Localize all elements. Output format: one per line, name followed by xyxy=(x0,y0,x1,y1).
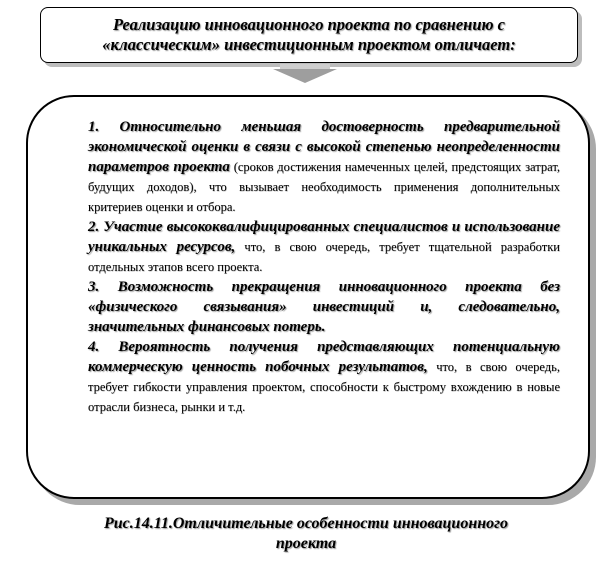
feature-item-3 xyxy=(88,277,560,337)
feature-item-2 xyxy=(88,217,560,277)
feature-item-2-tail: что, в свою очередь, требует тщательной разработки отдельных этапов всего проекта. xyxy=(88,240,560,274)
feature-item-1-lead: 1. Относительно меньшая достоверность предварительной экономической оценки в связи с высокой степенью неопределенности параметров проекта xyxy=(88,119,560,175)
caption-line-1: Рис.14.11.Отличительные особенности инновационного xyxy=(103,515,508,532)
features-list xyxy=(88,117,560,417)
feature-item-4-tail: что, в свою очередь, требует гибкости управления проектом, способности к быстрому вхождению в новые отрасли бизнеса, рынки и т.д. xyxy=(88,360,560,414)
header-line-1: Реализацию инновационного проекта по сравнению с xyxy=(112,15,505,34)
feature-item-1 xyxy=(88,117,560,217)
down-arrow-icon xyxy=(273,69,337,83)
feature-item-1-tail: (сроков достижения намеченных целей, предстоящих затрат, будущих доходов), что вызывает необходимость применения дополнительных критериев оценки и отбора. xyxy=(88,160,560,214)
caption-line-2: проекта xyxy=(275,535,337,552)
feature-item-4-lead: 4. Вероятность получения представляющих потенциальную коммерческую ценность побочных результатов, xyxy=(88,339,560,375)
feature-item-3-lead: 3. Возможность прекращения инновационного проекта без «физического связывания» инвестиций и, следовательно, значительных финансовых потерь. xyxy=(88,279,560,335)
header-line-2: «классическим» инвестиционным проектом отличает: xyxy=(102,35,516,54)
header-box xyxy=(40,7,578,63)
feature-item-4 xyxy=(88,337,560,417)
figure-caption xyxy=(40,514,572,554)
feature-item-2-lead: 2. Участие высококвалифицированных специалистов и использование уникальных ресурсов, xyxy=(88,219,560,255)
header-title xyxy=(102,15,515,55)
